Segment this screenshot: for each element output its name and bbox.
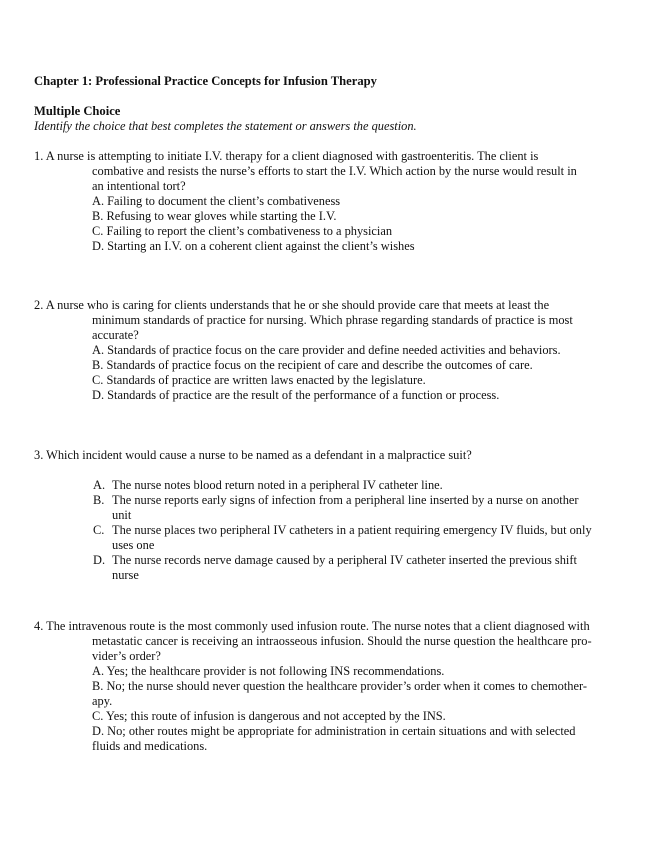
option-a[interactable]: A. Yes; the healthcare provider is not following INS recommendations. bbox=[92, 664, 445, 678]
question-stem: 1. A nurse is attempting to initiate I.V. therapy for a client diagnosed with gastroenteritis. The client is bbox=[34, 149, 539, 163]
option-b-continued[interactable]: apy. bbox=[92, 694, 113, 708]
option-letter: A. bbox=[93, 478, 106, 492]
option-a[interactable] bbox=[34, 478, 634, 493]
option-text: The nurse notes blood return noted in a peripheral IV catheter line. bbox=[112, 478, 443, 492]
option-c[interactable]: C. Failing to report the client’s combativeness to a physician bbox=[92, 224, 393, 238]
question-stem: minimum standards of practice for nursing. Which phrase regarding standards of practice is most bbox=[92, 313, 573, 327]
option-text: uses one bbox=[112, 538, 155, 552]
option-c[interactable]: C. Yes; this route of infusion is dangerous and not accepted by the INS. bbox=[92, 709, 446, 723]
option-b[interactable]: B. No; the nurse should never question the healthcare provider’s order when it comes to chemother- bbox=[92, 679, 588, 693]
question-stem: combative and resists the nurse’s efforts to start the I.V. Which action by the nurse would result in bbox=[92, 164, 577, 178]
option-c[interactable]: C. Standards of practice are written laws enacted by the legislature. bbox=[92, 373, 426, 387]
option-text: The nurse reports early signs of infection from a peripheral line inserted by a nurse on another bbox=[112, 493, 579, 507]
option-a[interactable]: A. Failing to document the client’s combativeness bbox=[92, 194, 341, 208]
question-stem: 2. A nurse who is caring for clients understands that he or she should provide care that meets at least the bbox=[34, 298, 550, 312]
option-text: nurse bbox=[112, 568, 139, 582]
option-d[interactable] bbox=[34, 553, 634, 583]
option-b[interactable] bbox=[34, 493, 634, 523]
question-1 bbox=[34, 149, 634, 254]
option-d-continued[interactable]: fluids and medications. bbox=[92, 739, 208, 753]
option-b[interactable]: B. Refusing to wear gloves while starting the I.V. bbox=[92, 209, 337, 223]
option-text: unit bbox=[112, 508, 132, 522]
option-letter: C. bbox=[93, 523, 105, 537]
question-3 bbox=[34, 448, 634, 583]
option-text: The nurse records nerve damage caused by a peripheral IV catheter inserted the previous shift bbox=[112, 553, 577, 567]
option-c[interactable] bbox=[34, 523, 634, 553]
question-stem: an intentional tort? bbox=[92, 179, 186, 193]
option-letter: B. bbox=[93, 493, 105, 507]
section-title: Multiple Choice bbox=[34, 104, 121, 118]
question-2 bbox=[34, 298, 634, 403]
spacer bbox=[34, 463, 634, 478]
question-stem: accurate? bbox=[92, 328, 139, 342]
option-d[interactable]: D. Standards of practice are the result of the performance of a function or process. bbox=[92, 388, 500, 402]
question-stem: 4. The intravenous route is the most commonly used infusion route. The nurse notes that a client diagnosed with bbox=[34, 619, 590, 633]
option-letter: D. bbox=[93, 553, 106, 567]
option-a[interactable]: A. Standards of practice focus on the care provider and define needed activities and behaviors. bbox=[92, 343, 561, 357]
question-stem: metastatic cancer is receiving an intraosseous infusion. Should the nurse question the healthcare pro- bbox=[92, 634, 592, 648]
chapter-title: Chapter 1: Professional Practice Concepts for Infusion Therapy bbox=[34, 74, 377, 88]
question-stem: vider’s order? bbox=[92, 649, 161, 663]
option-d[interactable]: D. No; other routes might be appropriate for administration in certain situations and with selected bbox=[92, 724, 576, 738]
instructions: Identify the choice that best completes the statement or answers the question. bbox=[34, 119, 417, 133]
question-4 bbox=[34, 619, 634, 754]
option-d[interactable]: D. Starting an I.V. on a coherent client against the client’s wishes bbox=[92, 239, 415, 253]
option-text: The nurse places two peripheral IV catheters in a patient requiring emergency IV fluids, but only bbox=[112, 523, 592, 537]
question-stem: 3. Which incident would cause a nurse to be named as a defendant in a malpractice suit? bbox=[34, 448, 472, 462]
option-b[interactable]: B. Standards of practice focus on the recipient of care and describe the outcomes of care. bbox=[92, 358, 533, 372]
